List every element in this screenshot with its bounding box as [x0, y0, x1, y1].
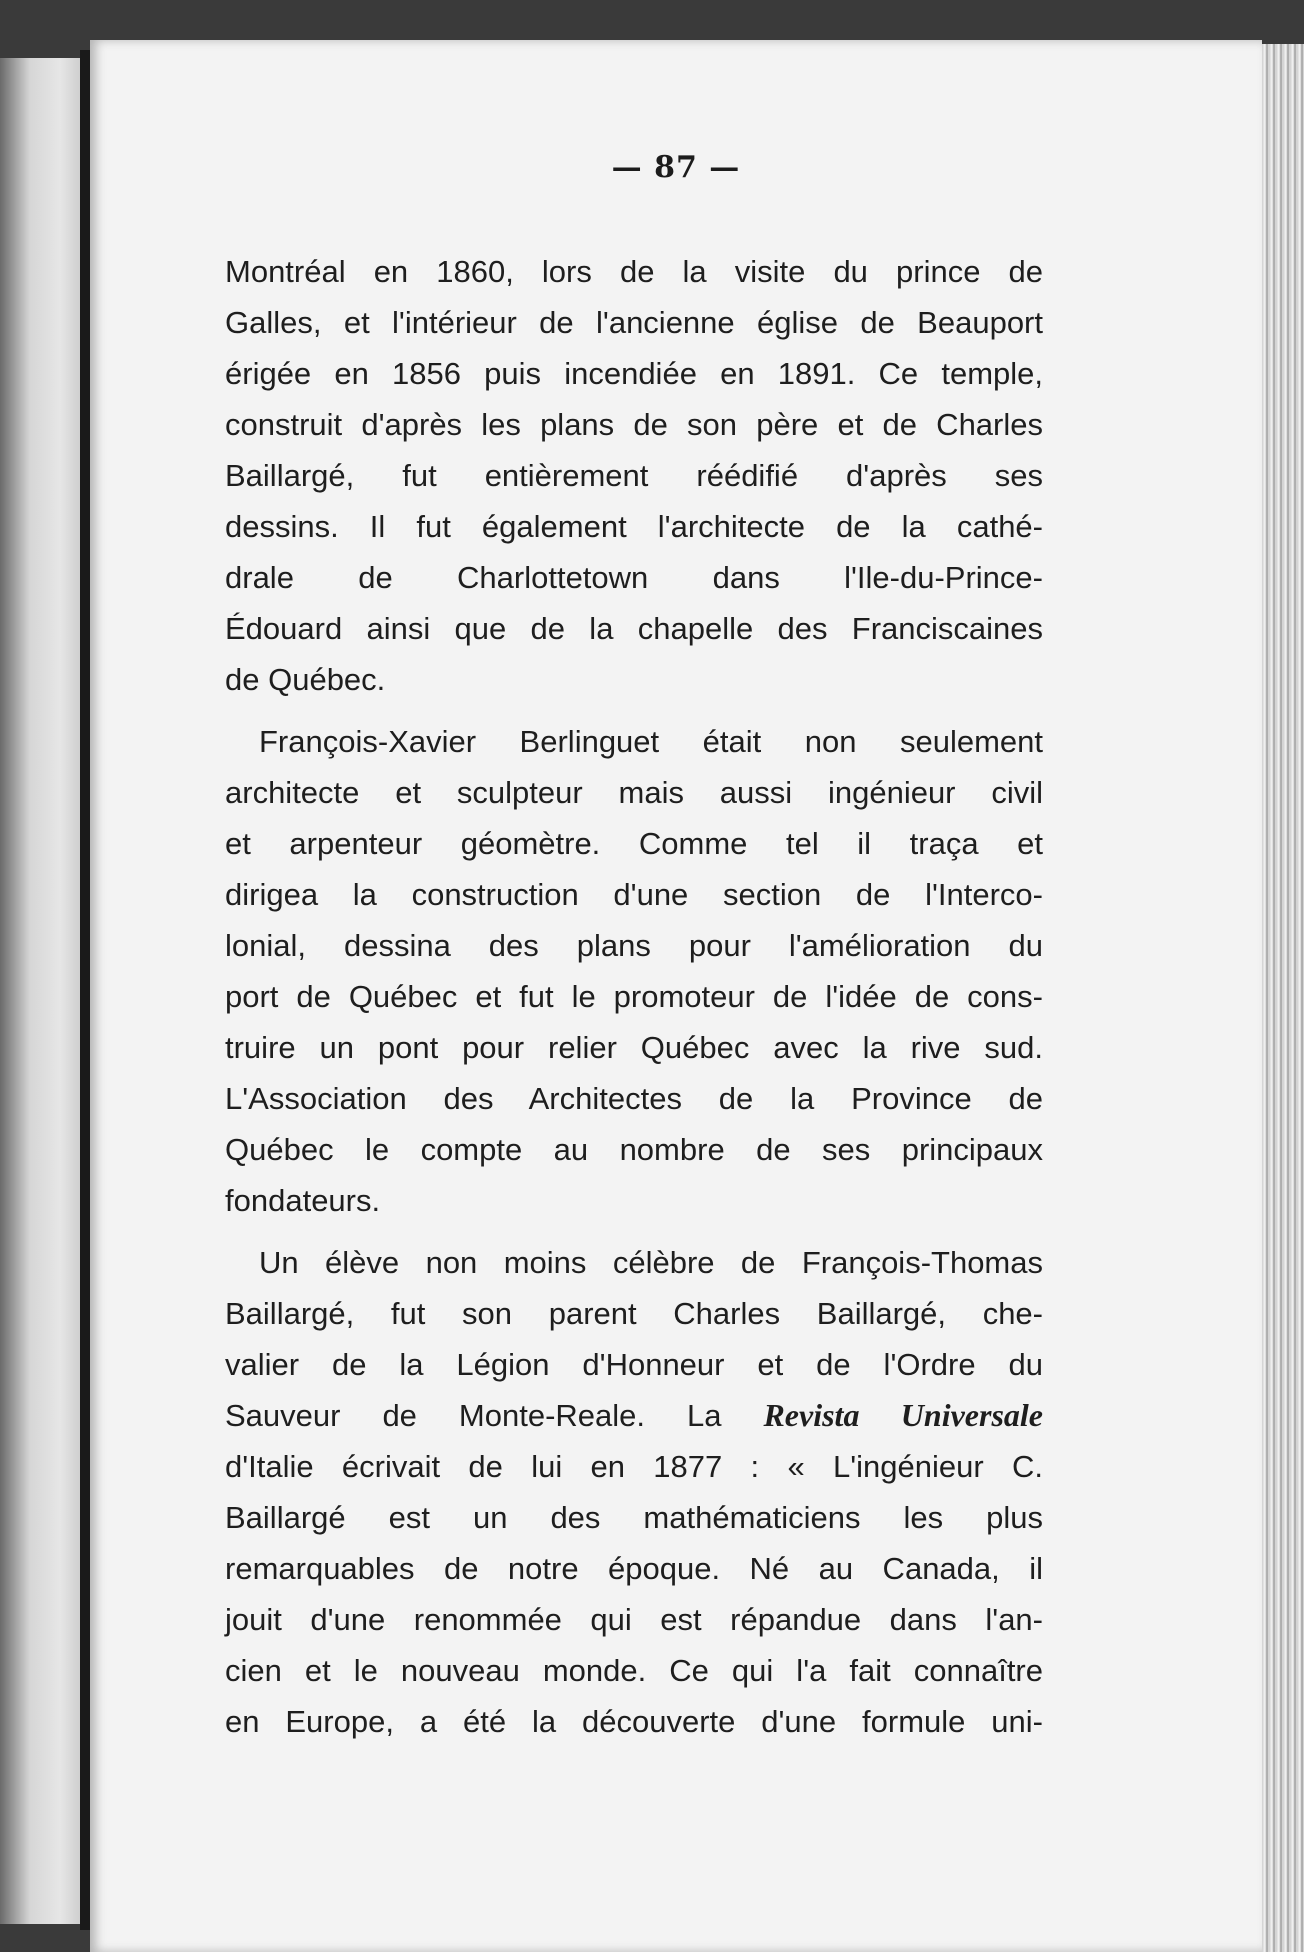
text-line: Baillargé est un des mathématiciens les plus [225, 1500, 1043, 1535]
text-line: Galles, et l'intérieur de l'ancienne église de Beauport [225, 305, 1043, 340]
right-page-edges [1262, 44, 1304, 1952]
text-line: valier de la Légion d'Honneur et de l'Ordre du [225, 1347, 1043, 1382]
text-line: érigée en 1856 puis incendiée en 1891. Ce temple, [225, 356, 1043, 391]
text-line: dirigea la construction d'une section de l'Interco- [225, 877, 1043, 912]
text-line: François-Xavier Berlinguet était non seulement [259, 724, 1043, 759]
text-line: de Québec. [225, 662, 386, 697]
left-page-edge [0, 58, 80, 1924]
text-line: Baillargé, fut entièrement réédifié d'après ses [225, 458, 1043, 493]
italic-title: Revista Universale [763, 1397, 1044, 1433]
text-line: remarquables de notre époque. Né au Canada, il [225, 1551, 1043, 1586]
text-line: Québec le compte au nombre de ses principaux [225, 1132, 1043, 1167]
text-line: lonial, dessina des plans pour l'amélioration du [225, 928, 1043, 963]
text-line: en Europe, a été la découverte d'une formule uni- [225, 1704, 1043, 1739]
text-line: jouit d'une renommée qui est répandue dans l'an- [225, 1602, 1043, 1637]
text-line: dessins. Il fut également l'architecte de la cathé- [225, 509, 1043, 544]
text-fragment: Sauveur de Monte-Reale. La [225, 1398, 764, 1433]
text-line: L'Association des Architectes de la Province de [225, 1081, 1043, 1116]
text-line: truire un pont pour relier Québec avec la rive sud. [225, 1030, 1043, 1065]
text-line: Baillargé, fut son parent Charles Baillargé, che- [225, 1296, 1043, 1331]
text-line: drale de Charlottetown dans l'Ile-du-Prince- [225, 560, 1043, 595]
text-line: construit d'après les plans de son père et de Charles [225, 407, 1043, 442]
text-line: Édouard ainsi que de la chapelle des Franciscaines [225, 611, 1043, 646]
text-line: fondateurs. [225, 1183, 381, 1218]
text-line: port de Québec et fut le promoteur de l'idée de cons- [225, 979, 1043, 1014]
text-line-with-title [225, 1390, 1043, 1441]
text-line: d'Italie écrivait de lui en 1877 : « L'ingénieur C. [225, 1449, 1043, 1484]
text-line: Un élève non moins célèbre de François-Thomas [259, 1245, 1043, 1280]
body-text [225, 246, 1043, 1747]
binding-gutter [80, 50, 90, 1930]
text-line: architecte et sculpteur mais aussi ingénieur civil [225, 775, 1043, 810]
text-line: Montréal en 1860, lors de la visite du prince de [225, 254, 1043, 289]
text-line: et arpenteur géomètre. Comme tel il traça et [225, 826, 1043, 861]
page-number: — 87 — [611, 150, 741, 185]
text-line: cien et le nouveau monde. Ce qui l'a fait connaître [225, 1653, 1043, 1688]
book-page [90, 40, 1262, 1952]
